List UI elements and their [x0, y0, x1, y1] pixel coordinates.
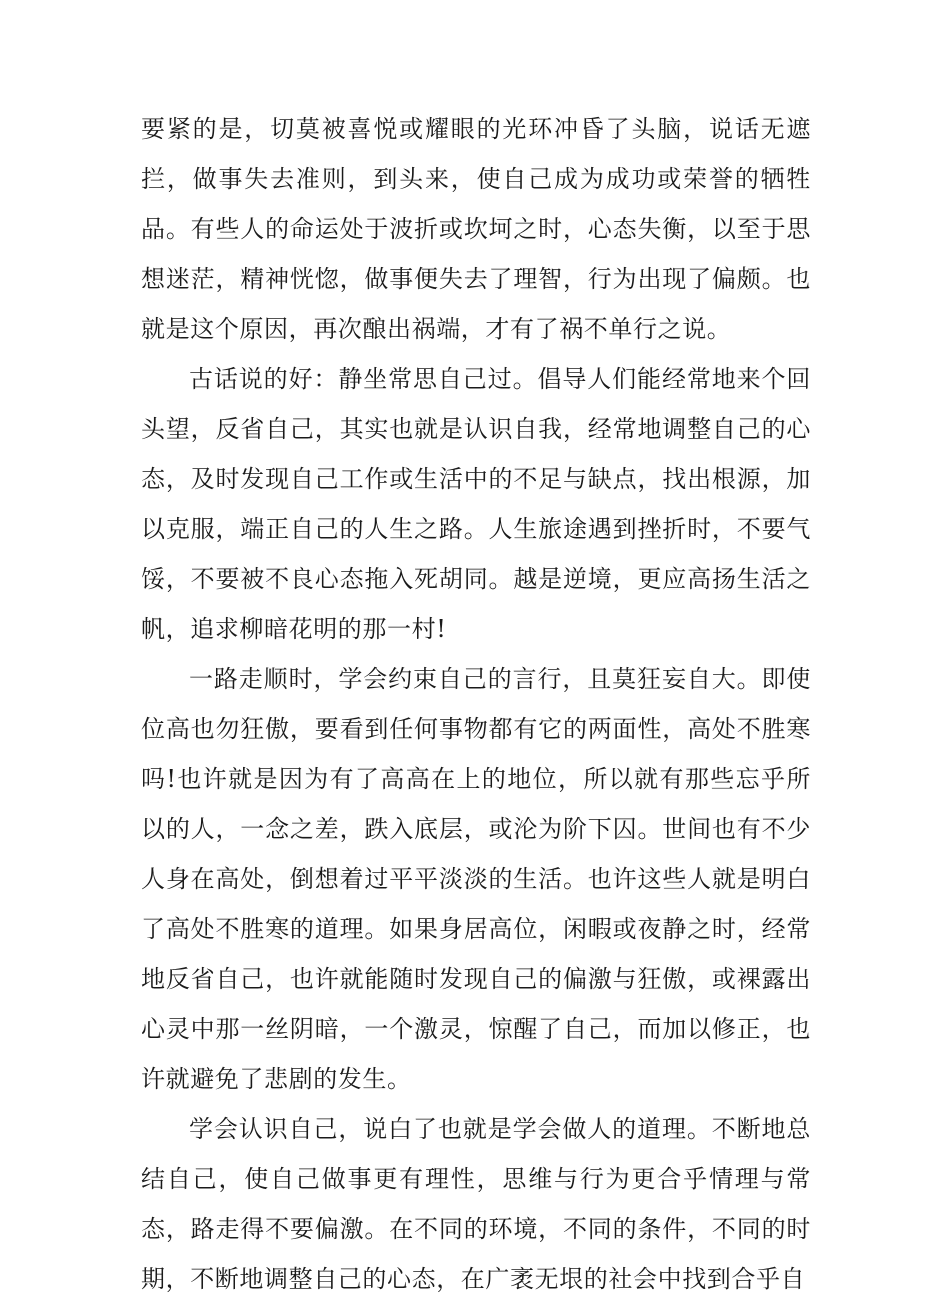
- paragraph-1: 要紧的是，切莫被喜悦或耀眼的光环冲昏了头脑，说话无遮拦，做事失去准则，到头来，使自己成为成功或荣誉的牺牲品。有些人的命运处于波折或坎坷之时，心态失衡，以至于思想迷茫，精神恍惚，做事便失去了理智，行为出现了偏颇。也就是这个原因，再次酿出祸端，才有了祸不单行之说。: [141, 115, 811, 343]
- paragraph-2: 古话说的好：静坐常思自己过。倡导人们能经常地来个回头望，反省自己，其实也就是认识自我，经常地调整自己的心态，及时发现自己工作或生活中的不足与缺点，找出根源，加以克服，端正自己的人生之路。人生旅途遇到挫折时，不要气馁，不要被不良心态拖入死胡同。越是逆境，更应高扬生活之帆，追求柳暗花明的那一村!: [141, 365, 811, 643]
- document-body: [141, 104, 811, 1304]
- paragraph-3: 一路走顺时，学会约束自己的言行，且莫狂妄自大。即使位高也勿狂傲，要看到任何事物都有它的两面性，高处不胜寒吗!也许就是因为有了高高在上的地位，所以就有那些忘乎所以的人，一念之差，跌入底层，或沦为阶下囚。世间也有不少人身在高处，倒想着过平平淡淡的生活。也许这些人就是明白了高处不胜寒的道理。如果身居高位，闲暇或夜静之时，经常地反省自己，也许就能随时发现自己的偏激与狂傲，或裸露出心灵中那一丝阴暗，一个激灵，惊醒了自己，而加以修正，也许就避免了悲剧的发生。: [141, 665, 811, 1093]
- paragraph-4: 学会认识自己，说白了也就是学会做人的道理。不断地总结自己，使自己做事更有理性，思维与行为更合乎情理与常态，路走得不要偏激。在不同的环境，不同的条件，不同的时期，不断地调整自己的心态，在广袤无垠的社会中找到合乎自: [141, 1115, 811, 1293]
